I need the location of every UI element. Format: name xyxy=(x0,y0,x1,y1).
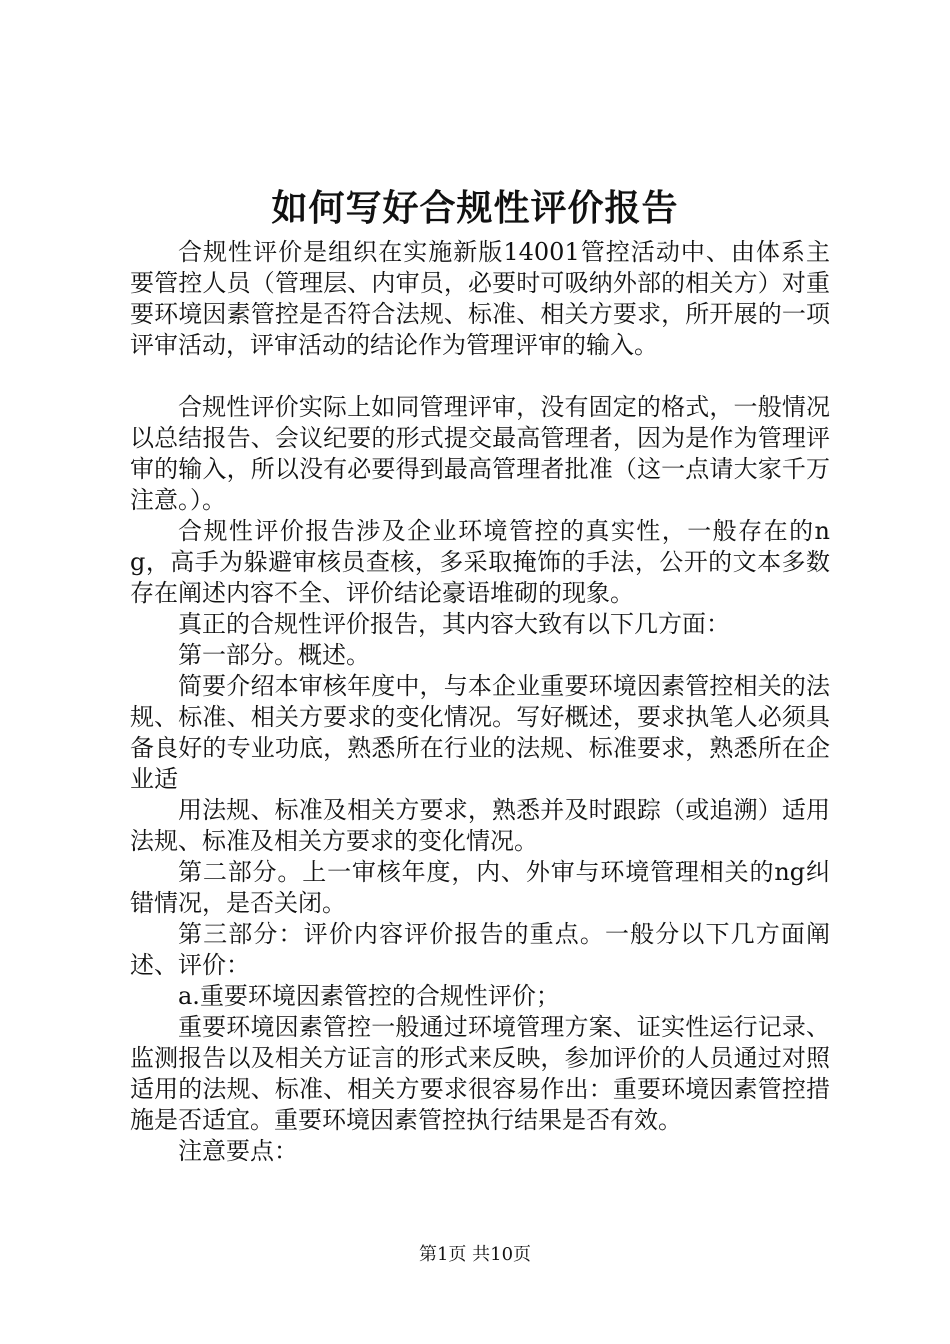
paragraph-spacer xyxy=(130,361,830,392)
paragraph-contents-intro: 真正的合规性评价报告，其内容大致有以下几方面： xyxy=(178,610,730,638)
paragraph-env-factors: 重要环境因素管控一般通过环境管理方案、证实性运行记录、监测报告以及相关方证言的形式来反映，参加评价的人员通过对照适用的法规、标准、相关方要求很容易作出：重要环境因素管控措施是否适宜。重要环境因素管控执行结果是否有效。 xyxy=(130,1013,830,1134)
section-heading-part3: 第三部分：评价内容评价报告的重点。一般分以下几方面阐述、评价： xyxy=(130,920,830,979)
document-body xyxy=(130,237,830,1167)
paragraph-authenticity: 合规性评价报告涉及企业环境管控的真实性，一般存在的ng，高手为躲避审核员查核，多采取掩饰的手法，公开的文本多数存在阐述内容不全、评价结论豪语堆砌的现象。 xyxy=(130,517,830,607)
paragraph-notes-heading: 注意要点： xyxy=(178,1137,298,1165)
section-heading-part2: 第二部分。上一审核年度，内、外审与环境管理相关的ng纠错情况，是否关闭。 xyxy=(130,858,830,917)
page-number-footer: 第1页 共10页 xyxy=(418,1244,532,1265)
paragraph-format: 合规性评价实际上如同管理评审，没有固定的格式，一般情况以总结报告、会议纪要的形式提交最高管理者，因为是作为管理评审的输入，所以没有必要得到最高管理者批准（这一点请大家千万注意。）。 xyxy=(130,393,830,514)
section-heading-part1: 第一部分。概述。 xyxy=(178,641,370,669)
paragraph-intro: 合规性评价是组织在实施新版14001管控活动中、由体系主要管控人员（管理层、内审员，必要时可吸纳外部的相关方）对重要环境因素管控是否符合法规、标准、相关方要求，所开展的一项评审活动，评审活动的结论作为管理评审的输入。 xyxy=(130,238,830,359)
document-title: 如何写好合规性评价报告 xyxy=(271,187,679,229)
paragraph-part1-continued: 用法规、标准及相关方要求，熟悉并及时跟踪（或追溯）适用法规、标准及相关方要求的变化情况。 xyxy=(130,796,830,855)
list-item-a: a.重要环境因素管控的合规性评价； xyxy=(178,982,560,1010)
paragraph-part1-overview: 简要介绍本审核年度中，与本企业重要环境因素管控相关的法规、标准、相关方要求的变化情况。写好概述，要求执笔人必须具备良好的专业功底，熟悉所在行业的法规、标准要求，熟悉所在企业适 xyxy=(130,672,830,793)
